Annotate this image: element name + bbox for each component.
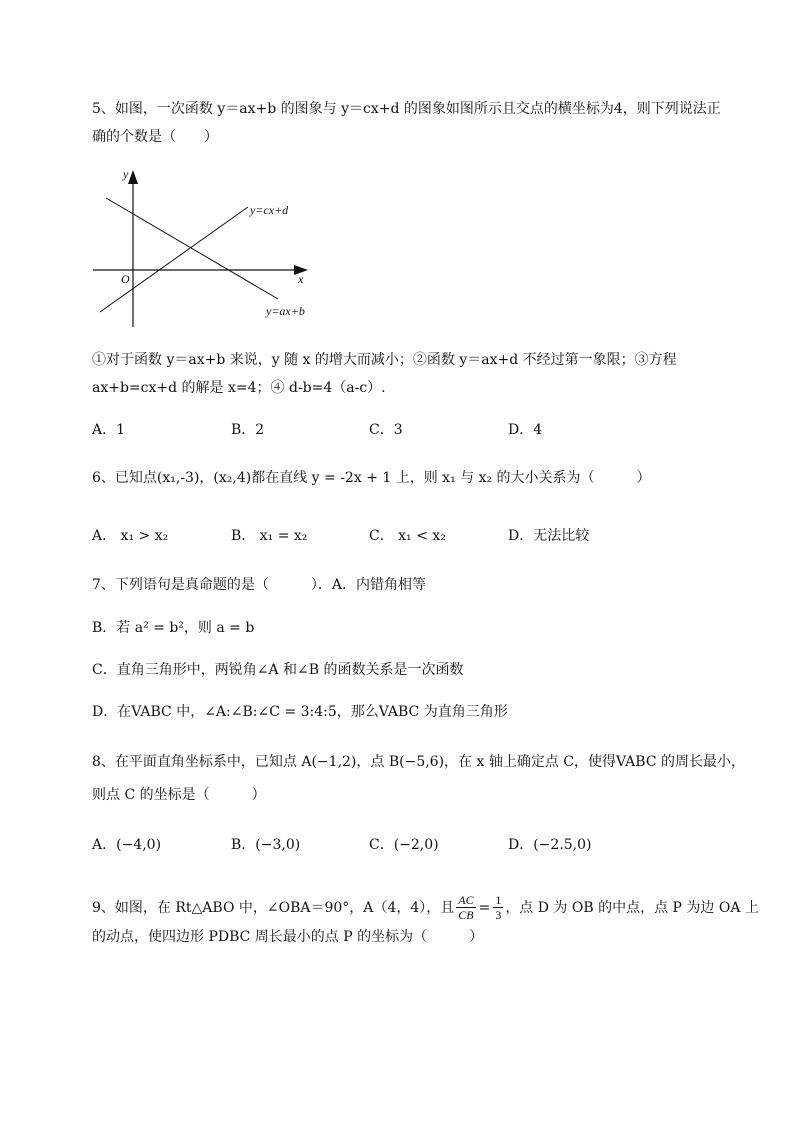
q9-equals: = [478,899,491,916]
q8-option-b: B．(−3,0) [231,837,301,853]
q5-statement-line1: ①对于函数 y＝ax+b 来说，y 随 x 的增大而减小；②函数 y＝ax+d 不经过第一象限；③方程 [92,352,677,368]
q7-option-b: B．若 a² = b²，则 a = b [92,620,255,636]
q7-text-line1: 7、下列语句是真命题的是（ ）．A．内错角相等 [92,577,427,593]
q9-text-part2: ，点 D 为 OB 的中点，点 P 为边 OA 上 [505,899,759,916]
line-cx-plus-d [100,207,248,312]
q5-graph [88,162,318,332]
q9-fraction-2 [493,893,503,922]
q5-option-d: D．4 [508,422,543,438]
q8-option-d: D．(−2.5,0) [508,837,592,853]
q9-fraction2-denominator: 3 [495,908,502,922]
q9-text-part1: 9、如图，在 Rt△ABO 中，∠OBA＝90°，A（4，4），且 [92,899,455,916]
y-axis-label: y [123,167,129,181]
q5-option-c: C．3 [369,422,403,438]
origin-label: O [121,272,130,286]
q6-option-a: A． x₁ > x₂ [92,528,169,544]
q6-option-d: D．无法比较 [508,528,590,544]
q6-option-c: C． x₁ < x₂ [369,528,446,544]
q7-option-c: C．直角三角形中，两锐角∠A 和∠B 的函数关系是一次函数 [92,662,464,678]
q9-fraction2-numerator: 1 [495,893,502,907]
line-cd-label: y=cx+d [250,203,289,217]
q8-option-c: C．(−2,0) [369,837,439,853]
q8-text-line2: 则点 C 的坐标是（ ） [92,787,266,803]
q5-text-line2: 确的个数是（ ） [92,129,218,145]
q6-text: 6、已知点(x₁,-3)，(x₂,4)都在直线 y = -2x + 1 上，则 x₁ 与 x₂ 的大小关系为（ ） [92,470,651,486]
q9-fraction-denominator: CB [458,908,474,922]
q6-option-b: B． x₁ = x₂ [231,528,308,544]
q8-option-a: A．(−4,0) [92,837,162,853]
x-axis-label: x [298,272,304,286]
line-ab-label: y=ax+b [266,304,305,318]
q5-text-line1: 5、如图，一次函数 y＝ax+b 的图象与 y＝cx+d 的图象如图所示且交点的横坐标为4，则下列说法正 [92,101,721,117]
q8-text-line1: 8、在平面直角坐标系中，已知点 A(−1,2)，点 B(−5,6)，在 x 轴上确定点 C，使得VABC 的周长最小， [92,754,745,770]
q7-option-d: D．在VABC 中，∠A:∠B:∠C = 3:4:5，那么VABC 为直角三角形 [92,704,508,720]
q9-fraction [456,893,475,922]
q5-option-b: B．2 [231,422,265,438]
q5-statement-line2: ax+b=cx+d 的解是 x=4；④ d-b=4（a-c）. [92,380,386,396]
q9-text-line2: 的动点，使四边形 PDBC 周长最小的点 P 的坐标为（ ） [92,929,484,945]
q9-fraction-numerator: AC [458,893,474,907]
q9-text-line1 [92,893,759,922]
q5-option-a: A．1 [92,422,126,438]
y-axis-arrow [128,170,138,184]
